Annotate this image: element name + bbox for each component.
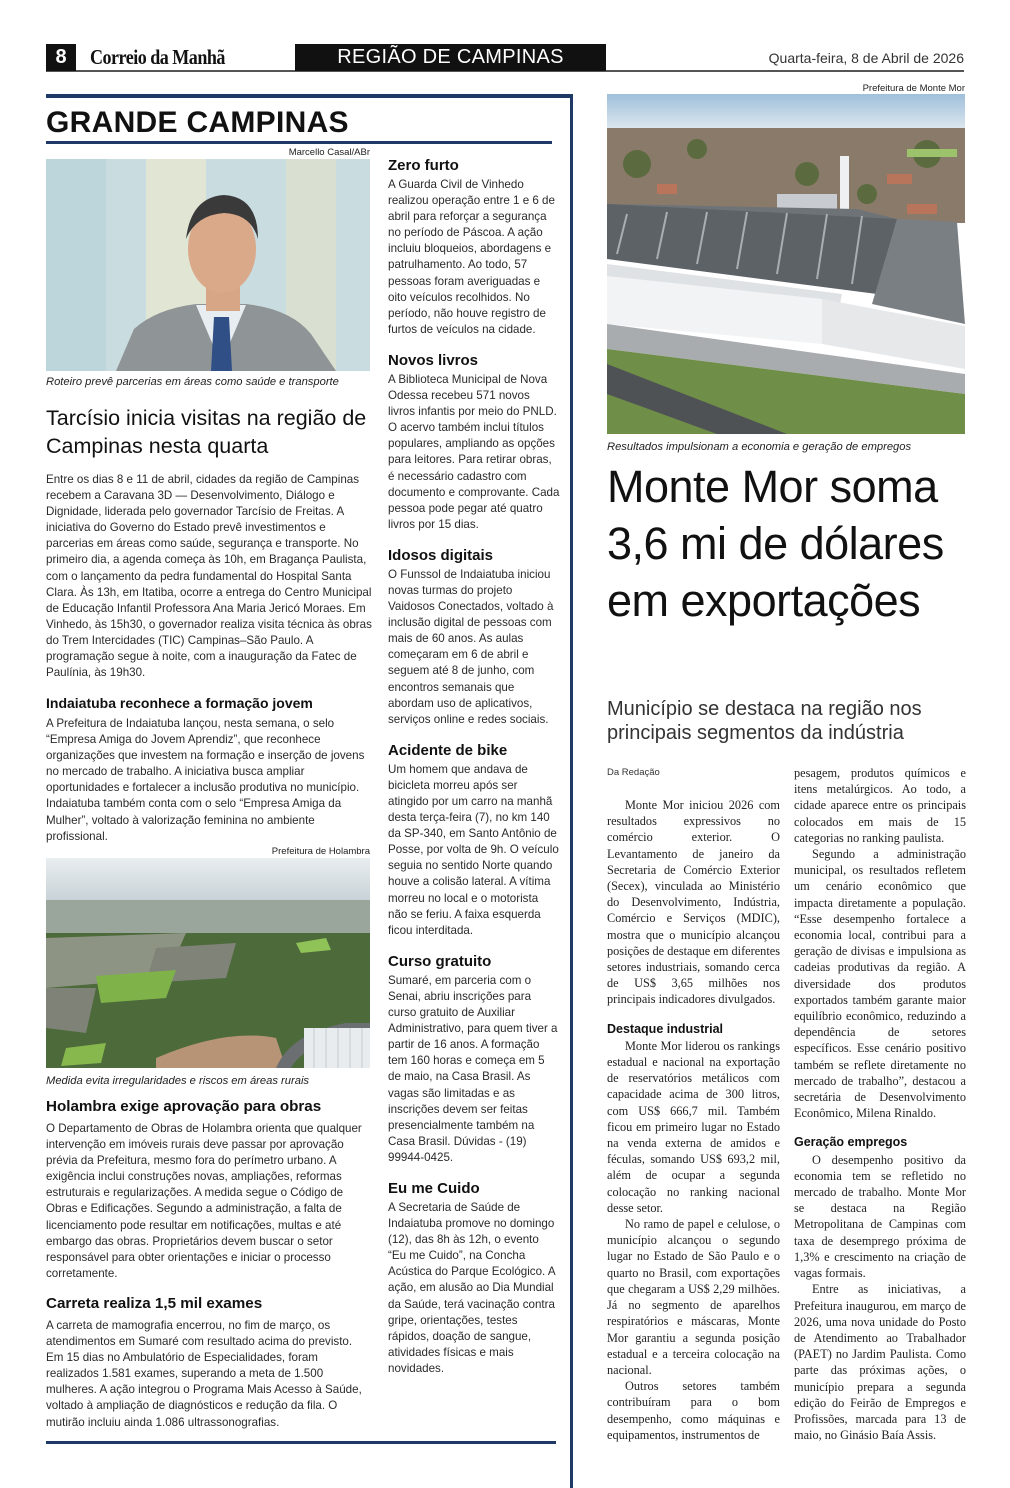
monte-mor-caption: Resultados impulsionam a economia e geração de empregos: [607, 441, 912, 453]
brief-headline: Eu me Cuido: [388, 1179, 480, 1197]
brief-body: A Secretaria de Saúde de Indaiatuba promove no domingo (12), das 8h às 12h, o evento “Eu me Cuido”, na Concha Acústica do Parque Ecológico. A ação, em alusão ao Dia Mundial da Saúde, terá vacinação contra gripe, orientações, testes rápidos, doação de sangue, atividades físicas e mais novidades.: [388, 1200, 555, 1375]
paragraph: Monte Mor liderou os rankings estadual e nacional na exportação de reservatórios metálicos com capacidade acima de 300 litros, com US$ 666,7 mil. Também ficou em primeiro lugar no Estado na venda externa de amidos e féculas, somando US$ 693,2 mil, além de ocupar a segunda colocação no ranking nacional desse setor.: [607, 1038, 780, 1215]
brief-body: A Guarda Civil de Vinhedo realizou operação entre 1 e 6 de abril para reforçar a segurança no período de Páscoa. A ação incluiu bloqueios, abordagens e patrulhamento. Ao todo, 57 pessoas foram averiguadas e oito veículos recolhidos. No período, não houve registro de furtos de veículos na cidade.: [388, 178, 555, 336]
page-header: [46, 44, 964, 72]
holambra-caption: Medida evita irregularidades e riscos em áreas rurais: [46, 1075, 310, 1087]
monte-mor-headline: Monte Mor soma 3,6 mi de dólares em exportações: [607, 461, 944, 626]
carreta-body: [46, 1318, 372, 1431]
aerial-landscape-photo-icon: [46, 858, 370, 1068]
subhead-geracao: Geração empregos: [794, 1135, 908, 1150]
brief-body: A Biblioteca Municipal de Nova Odessa recebeu 571 novos livros infantis por meio do PNLD. O acervo também inclui títulos populares, ampliando as opções para leitores. Para retirar obras, é necessário cadastro com documento e comprovante. Cada pessoa pode pegar até quatro livros por 15 dias.: [388, 372, 560, 531]
page-number: 8: [46, 44, 76, 71]
lead-body: [46, 472, 372, 681]
brief-headline: Acidente de bike: [388, 741, 508, 759]
indaiatuba-body: [46, 716, 372, 845]
lead-headline: Tarcísio inicia visitas na região de Campinas nesta quarta: [46, 406, 367, 458]
monte-mor-col1: [607, 797, 780, 1443]
aerial-factory-photo-icon: [607, 94, 965, 434]
newspaper-brand: Correio da Manhã: [90, 45, 225, 69]
box-title: GRANDE CAMPINAS: [46, 106, 349, 139]
paragraph: No ramo de papel e celulose, o município alcançou o segundo lugar no Estado de São Paulo e o quarto no Brasil, com exportações que chegaram a US$ 2,29 milhões. Já no segmento de aparelhos respiratórios e máscaras, Monte Mor garantiu a segunda posição estadual e a terceira colocação na nacional.: [607, 1217, 780, 1377]
photo-credit: Prefeitura de Monte Mor: [862, 83, 965, 94]
paragraph: Monte Mor iniciou 2026 com resultados expressivos no comércio exterior. O Levantamento de janeiro da Secretaria de Comércio Exterior (Secex), vinculada ao Ministério do Desenvolvimento, Indústria, Comércio e Serviços (MDIC), mostra que o município alcançou posições de destaque em diferentes setores industriais, somando cerca de US$ 3,65 milhões nos principais indicadores divulgados.: [607, 798, 780, 1007]
indaiatuba-body-text: A Prefeitura de Indaiatuba lançou, nesta semana, o selo “Empresa Amiga do Jovem Aprendiz”, que reconhece organizações que investem na formação e inserção de jovens no mercado de trabalho. A iniciativa busca ampliar oportunidades e fortalecer a inclusão produtiva no município. Indaiatuba também conta com o selo “Empresa Amiga da Mulher”, voltado à valorização feminina no ambiente profissional.: [46, 717, 365, 843]
section-tag: REGIÃO DE CAMPINAS: [295, 44, 606, 71]
holambra-body: [46, 1121, 372, 1282]
brief-body: Sumaré, em parceria com o Senai, abriu inscrições para curso gratuito de Auxiliar Administrativo, para quem tiver a partir de 16 anos. A formação tem 160 horas e começa em 5 de maio, na Casa Brasil. As vagas são limitadas e as inscrições devem ser feitas presencialmente também na Casa Brasil. Dúvidas - (19) 99944-0425.: [388, 973, 558, 1164]
brief-headline: Curso gratuito: [388, 952, 492, 970]
paragraph: Segundo a administração municipal, os resultados refletem um cenário econômico que impacta diretamente a população. “Esse desempenho fortalece a economia local, contribui para a geração de divisas e impulsiona as cadeias produtivas da região. A diversidade dos produtos exportados também garante maior equilíbrio econômico, reduzindo a dependência de setores específicos. Esse cenário positivo também se reflete diretamente no mercado de trabalho”, destacou a secretária de Desenvolvimento Econômico, Milena Rinaldo.: [794, 847, 966, 1121]
paragraph: Outros setores também contribuíram para o bom desempenho, como máquinas e equipamentos, instrumentos de: [607, 1379, 780, 1442]
brief-body: Um homem que andava de bicicleta morreu após ser atingido por um carro na manhã desta terça-feira (7), no km 140 da SP-340, em Santo Antônio de Posse, por volta de 9h. O veículo seguia no sentido Norte quando houve a colisão lateral. A vítima morreu no local e o motorista não se feriu. A faixa esquerda ficou interditada.: [388, 762, 559, 937]
subhead-destaque: Destaque industrial: [607, 1021, 723, 1036]
box-title-rule: [46, 141, 552, 144]
box-bottom-rule: [46, 1441, 556, 1444]
lead-caption: Roteiro prevê parcerias em áreas como saúde e transporte: [46, 376, 339, 388]
lead-body-text: Entre os dias 8 e 11 de abril, cidades da região de Campinas recebem a Caravana 3D — Desenvolvimento, Diálogo e Dignidade, liderada pelo governador Tarcísio de Freitas. A iniciativa do Governo do Estado prevê investimentos e parcerias em áreas como saúde, segurança e transporte. No primeiro dia, a agenda começa às 10h, em Bragança Paulista, com o lançamento da pedra fundamental do Hospital Santa Clara. Às 13h, em Itatiba, ocorre a entrega do Centro Municipal de Educação Infantil Professora Ana Maria Jericó Moraes. Em Vinhedo, às 15h30, o governador realiza visita técnica às obras do Trem Intercidades (TIC) Campinas–São Paulo. A programação segue à noite, com a inauguração da Fatec de Paulínia, às 19h30.: [46, 473, 372, 680]
paragraph: Entre as iniciativas, a Prefeitura inaugurou, em março de 2026, uma nova unidade do Posto de Atendimento ao Trabalhador (PAET) no Jardim Paulista. Como parte das próximas ações, o município prepara a segunda edição do Feirão de Empregos e Profissões, marcada para 13 de maio, no Ginásio Baía Assis.: [794, 1282, 966, 1443]
paragraph: O desempenho positivo da economia tem se refletido no mercado de trabalho. Monte Mor se destaca na Região Metropolitana de Campinas com taxa de desemprego próxima de 1,3% e crescimento na criação de vagas formais.: [794, 1152, 966, 1281]
brief-headline: Idosos digitais: [388, 546, 494, 564]
holambra-headline: Holambra exige aprovação para obras: [46, 1098, 322, 1115]
briefs-column: [388, 157, 560, 1377]
indaiatuba-headline: Indaiatuba reconhece a formação jovem: [46, 695, 313, 711]
byline: Da Redação: [607, 767, 660, 778]
brief-headline: Novos livros: [388, 351, 479, 369]
photo-credit: Marcello Casal/ABr: [288, 147, 370, 158]
holambra-body-text: O Departamento de Obras de Holambra orienta que qualquer intervenção em imóveis rurais deve passar por aprovação prévia da Prefeitura, mesmo fora do perímetro urbano. A exigência inclui construções novas, ampliações, reformas estruturais e regularizações. A medida segue o Código de Obras e Edificações. Segundo a administração, a falta de licenciamento pode resultar em notificações, multas e até embargo das obras. Proprietários devem buscar o setor responsável para obter orientações e iniciar o processo corretamente.: [46, 1122, 362, 1280]
carreta-headline: Carreta realiza 1,5 mil exames: [46, 1295, 263, 1312]
brief-body: O Funssol de Indaiatuba iniciou novas turmas do projeto Vaidosos Conectados, voltado à inclusão digital de pessoas com mais de 60 anos. As aulas começaram em 6 de abril e seguem até 8 de junho, com encontros semanais que abordam uso de aplicativos, serviços online e redes sociais.: [388, 567, 554, 726]
monte-mor-subheadline: Município se destaca na região nos principais segmentos da indústria: [607, 698, 922, 744]
dateline: Quarta-feira, 8 de Abril de 2026: [768, 50, 964, 66]
paragraph: pesagem, produtos químicos e itens metalúrgicos. Ao todo, a cidade aparece entre os principais colocados em mais de 15 categorias no ranking paulista.: [794, 766, 966, 845]
carreta-body-text: A carreta de mamografia encerrou, no fim de março, os atendimentos em Sumaré com resultado acima do previsto. Em 15 dias no Ambulatório de Especialidades, foram realizados 1.581 exames, superando a meta de 1.500 mulheres. A ação integrou o Programa Mais Acesso à Saúde, voltado à ampliação de diagnósticos e redução da fila. O mutirão incluiu ainda 1.086 ultrassonografias.: [46, 1319, 362, 1429]
photo-credit: Prefeitura de Holambra: [271, 846, 370, 857]
monte-mor-col2: [794, 765, 966, 1443]
brief-headline: Zero furto: [388, 157, 459, 174]
portrait-photo-icon: [46, 159, 370, 371]
